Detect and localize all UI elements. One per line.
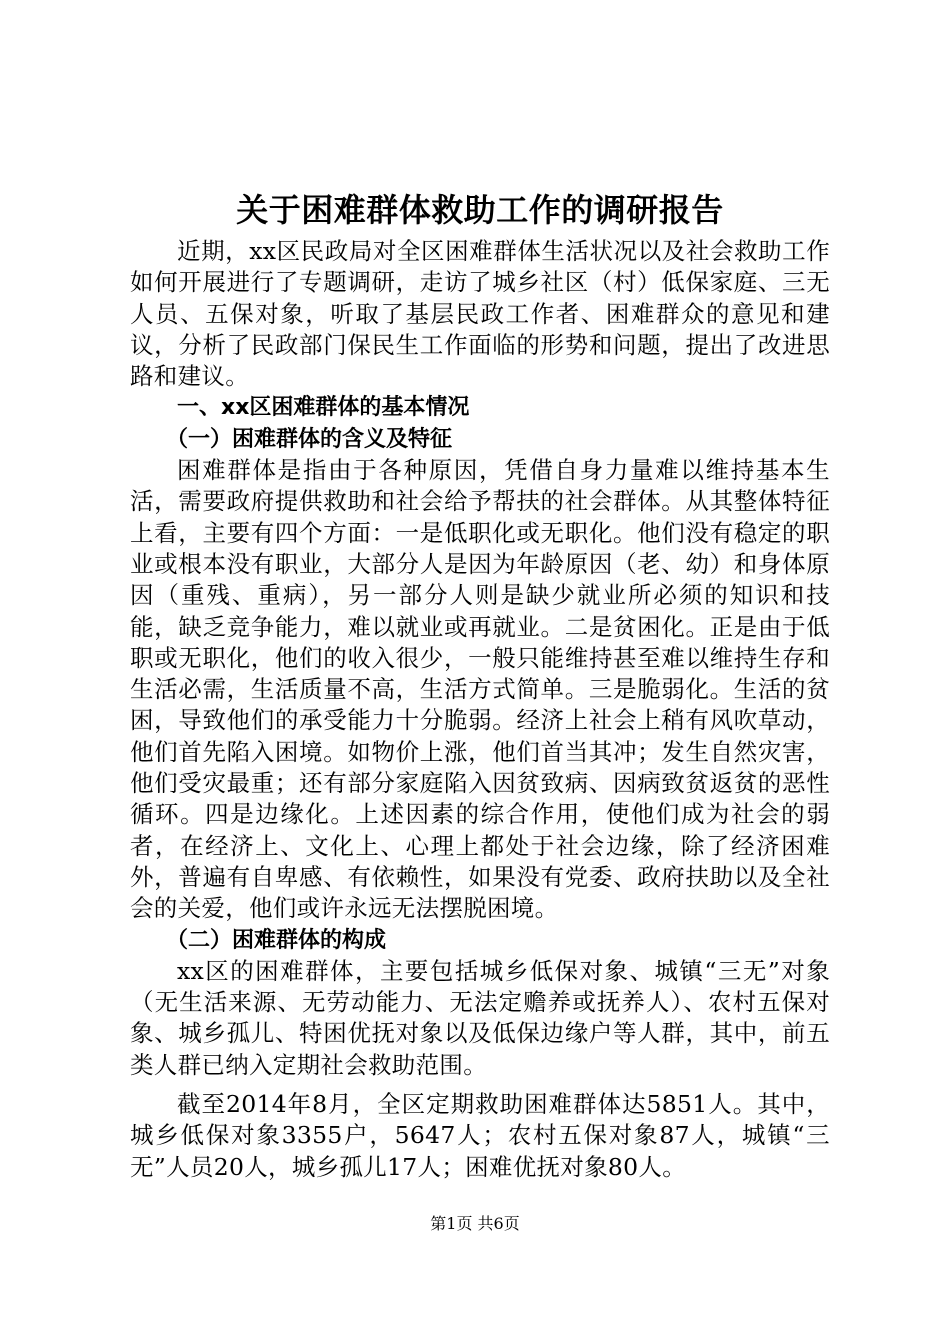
paragraph-spacer — [130, 1081, 830, 1089]
section-heading: 一、xx区困难群体的基本情况 — [177, 395, 470, 421]
intro-paragraph: 近期，xx区民政局对全区困难群体生活状况以及社会救助工作如何开展进行了专题调研，走访了城乡社区（村）低保家庭、三无人员、五保对象，听取了基层民政工作者、困难群众的意见和建议，分析了民政部门保民生工作面临的形势和问题，提出了改进思路和建议。 — [130, 237, 830, 391]
subsection-2-paragraph-2: 截至2014年8月，全区定期救助困难群体达5851人。其中，城乡低保对象3355户，5647人；农村五保对象87人，城镇“三无”人员20人，城乡孤儿17人；困难优抚对象80人。 — [130, 1090, 830, 1181]
page-number-footer: 第1页 共6页 — [430, 1214, 520, 1233]
document-title: 关于困难群体救助工作的调研报告 — [236, 191, 724, 229]
subsection-1-paragraph: 困难群体是指由于各种原因，凭借自身力量难以维持基本生活，需要政府提供救助和社会给予帮扶的社会群体。从其整体特征上看，主要有四个方面：一是低职化或无职化。他们没有稳定的职业或根本没有职业，大部分人是因为年龄原因（老、幼）和身体原因（重残、重病），另一部分人则是缺少就业所必须的知识和技能，缺乏竞争能力，难以就业或再就业。二是贫困化。正是由于低职或无职化，他们的收入很少，一般只能维持甚至难以维持生存和生活必需，生活质量不高，生活方式简单。三是脆弱化。生活的贫困，导致他们的承受能力十分脆弱。经济上社会上稍有风吹草动，他们首先陷入困境。如物价上涨，他们首当其冲；发生自然灾害，他们受灾最重；还有部分家庭陷入因贫致病、因病致贫返贫的恶性循环。四是边缘化。上述因素的综合作用，使他们成为社会的弱者，在经济上、文化上、心理上都处于社会边缘，除了经济困难外，普遍有自卑感、有依赖性，如果没有党委、政府扶助以及全社会的关爱，他们或许永远无法摆脱困境。 — [130, 456, 830, 923]
subsection-heading-2: （二）困难群体的构成 — [166, 927, 387, 953]
document-body — [130, 184, 830, 1183]
subsection-2-paragraph-1: xx区的困难群体，主要包括城乡低保对象、城镇“三无”对象（无生活来源、无劳动能力、无法定赡养或抚养人）、农村五保对象、城乡孤儿、特困优抚对象以及低保边缘户等人群，其中，前五类人群已纳入定期社会救助范围。 — [130, 956, 830, 1079]
subsection-heading-1: （一）困难群体的含义及特征 — [166, 426, 453, 452]
